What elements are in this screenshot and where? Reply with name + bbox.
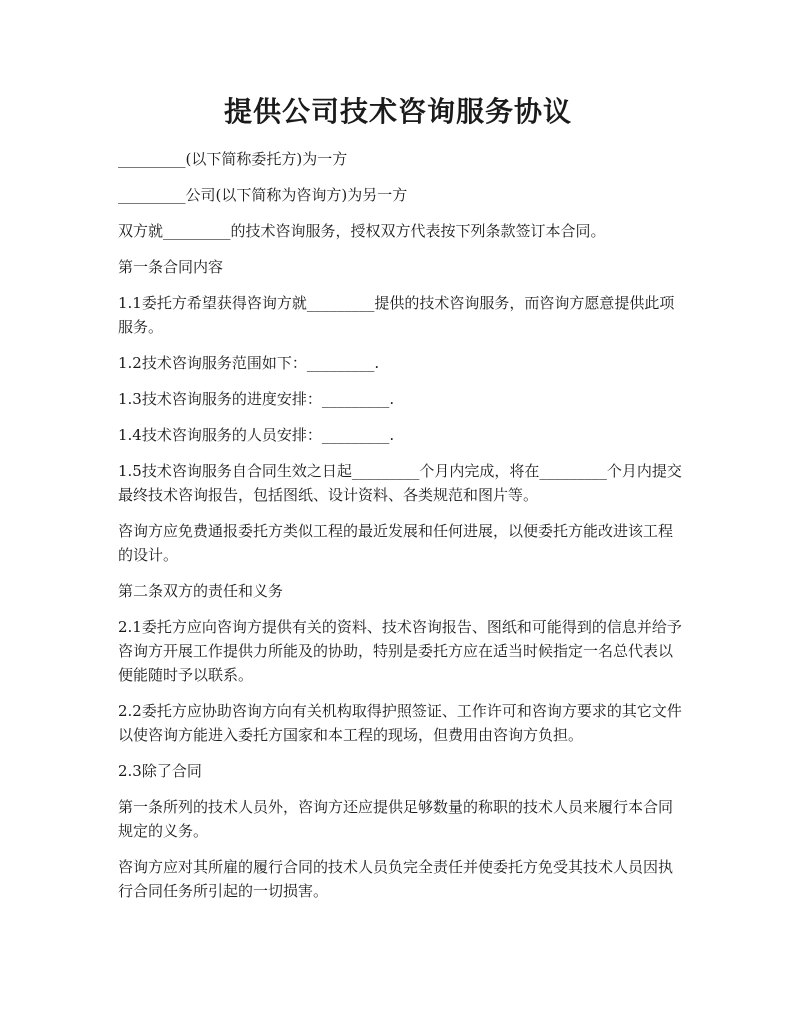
staff-paragraph: 第一条所列的技术人员外，咨询方还应提供足够数量的称职的技术人员来履行本合同规定的义务。 xyxy=(118,798,674,840)
clause-1-5: 1.5技术咨询服务自合同生效之日起_________个月内完成，将在_________个月内提交最终技术咨询报告，包括图纸、设计资料、各类规范和图片等。 xyxy=(118,462,682,504)
clause-2-2: 2.2委托方应协助咨询方向有关机构取得护照签证、工作许可和咨询方要求的其它文件以使咨询方能进入委托方国家和本工程的现场，但费用由咨询方负担。 xyxy=(118,702,682,744)
clause-1-4: 1.4技术咨询服务的人员安排：_________. xyxy=(118,426,395,444)
party-client-line: _________(以下简称委托方)为一方 xyxy=(118,150,348,168)
clause-1-2: 1.2技术咨询服务范围如下：_________. xyxy=(118,354,380,372)
document-title: 提供公司技术咨询服务协议 xyxy=(223,95,572,128)
article-2-heading: 第二条双方的责任和义务 xyxy=(118,582,284,600)
clause-2-1: 2.1委托方应向咨询方提供有关的资料、技术咨询报告、图纸和可能得到的信息并给予咨询方开展工作提供力所能及的协助，特别是委托方应在适当时候指定一名总代表以便能随时予以联系。 xyxy=(118,618,682,684)
clause-1-1: 1.1委托方希望获得咨询方就_________提供的技术咨询服务，而咨询方愿意提供此项服务。 xyxy=(118,294,675,336)
liability-paragraph: 咨询方应对其所雇的履行合同的技术人员负完全责任并使委托方免受其技术人员因执行合同任务所引起的一切损害。 xyxy=(118,858,674,900)
clause-1-3: 1.3技术咨询服务的进度安排：_________. xyxy=(118,390,395,408)
party-consultant-line: _________公司(以下简称为咨询方)为另一方 xyxy=(118,186,408,204)
clause-2-3: 2.3除了合同 xyxy=(118,762,202,780)
document-body xyxy=(118,147,684,915)
consultant-notice-paragraph: 咨询方应免费通报委托方类似工程的最近发展和任何进展，以便委托方能改进该工程的设计。 xyxy=(118,522,674,564)
preamble-paragraph: 双方就_________的技术咨询服务，授权双方代表按下列条款签订本合同。 xyxy=(118,222,606,240)
article-1-heading: 第一条合同内容 xyxy=(118,258,224,276)
